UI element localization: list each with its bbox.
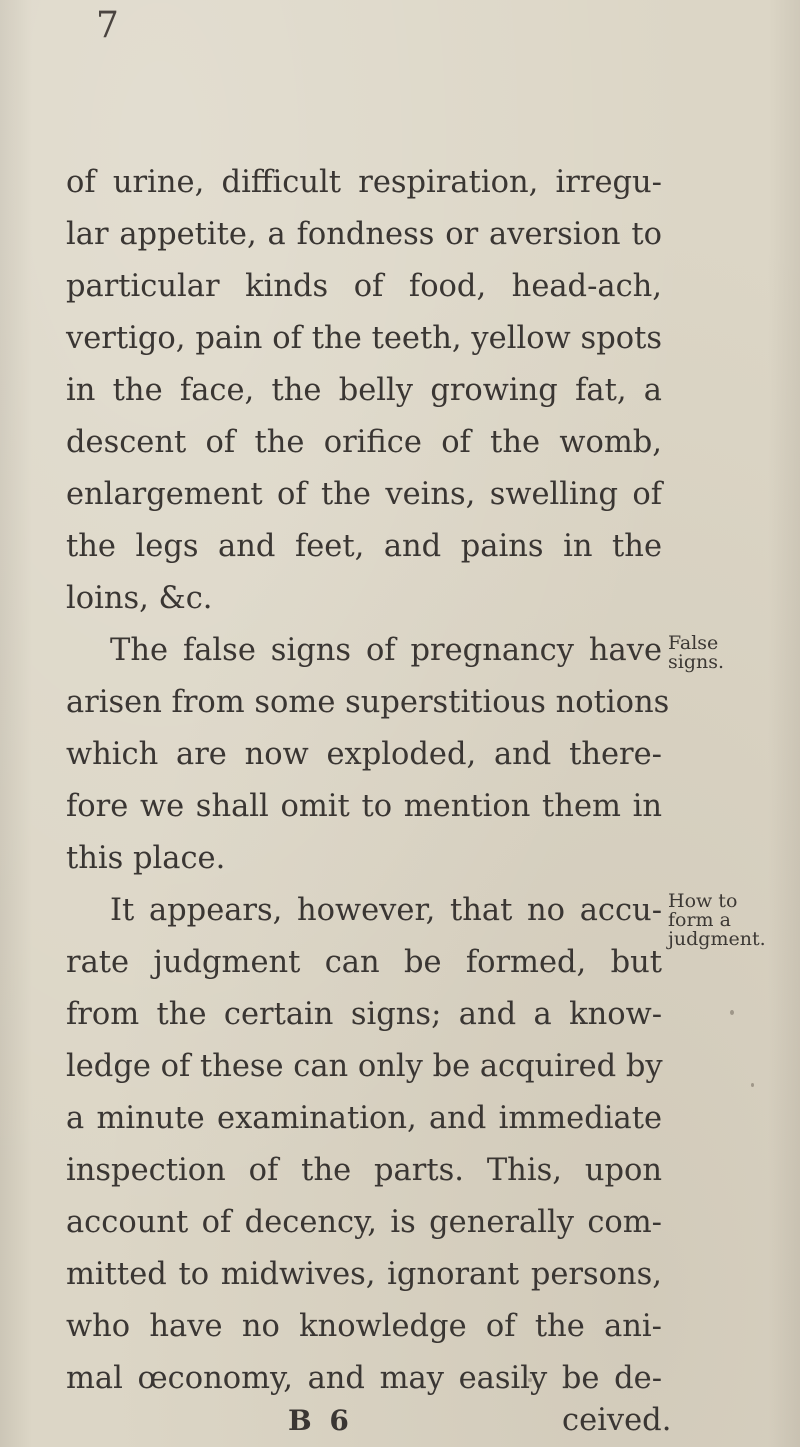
text-line: the legs and feet, and pains in the [66,529,662,564]
margin-note-line: form a [668,909,731,931]
text-line: in the face, the belly growing fat, a [66,373,662,408]
text-line: rate judgment can be formed, but [66,945,662,980]
text-line: enlargement of the veins, swelling of [66,477,662,512]
margin-note-line: judgment. [668,928,766,950]
margin-note-how-to-form-a-judgment [668,892,766,949]
text-line: particular kinds of food, head-ach, [66,269,662,304]
text-line: this place. [66,841,226,876]
text-line: descent of the orifice of the womb, [66,425,662,460]
text-line: fore we shall omit to mention them in [66,789,662,824]
margin-note-line: How to [668,890,738,912]
paragraph-start-line: It appears, however, that no accu- [110,893,662,928]
text-line: arisen from some superstitious notions [66,685,670,720]
text-line: loins, &c. [66,581,213,616]
text-line: inspection of the parts. This, upon [66,1153,662,1188]
text-line: from the certain signs; and a know- [66,997,662,1032]
text-line: vertigo, pain of the teeth, yellow spots [66,321,662,356]
text-line: account of decency, is generally com- [66,1205,662,1240]
text-line: ledge of these can only be acquired by [66,1049,663,1084]
text-line: mitted to midwives, ignorant persons, [66,1257,662,1292]
text-line: who have no knowledge of the ani- [66,1309,662,1344]
text-line: a minute examination, and immediate [66,1101,662,1136]
paper-speck [730,1010,734,1015]
margin-note-line: signs. [668,651,725,673]
text-line: mal œconomy, and may easily be de- [66,1361,662,1396]
text-line: of urine, difficult respiration, irregu- [66,165,662,200]
paragraph-start-line: The false signs of pregnancy have [110,633,662,668]
page-number: 7 [96,5,119,46]
text-line: which are now exploded, and there- [66,737,662,772]
margin-note-false-signs [668,634,724,672]
paper-speck [528,1378,532,1382]
page-footer [74,1396,670,1446]
paper-speck [751,1083,754,1087]
signature-mark: B 6 [288,1404,353,1437]
text-line: lar appetite, a fondness or aversion to [66,217,662,252]
margin-note-line: False [668,632,719,654]
catchword: ceived. [562,1403,672,1438]
